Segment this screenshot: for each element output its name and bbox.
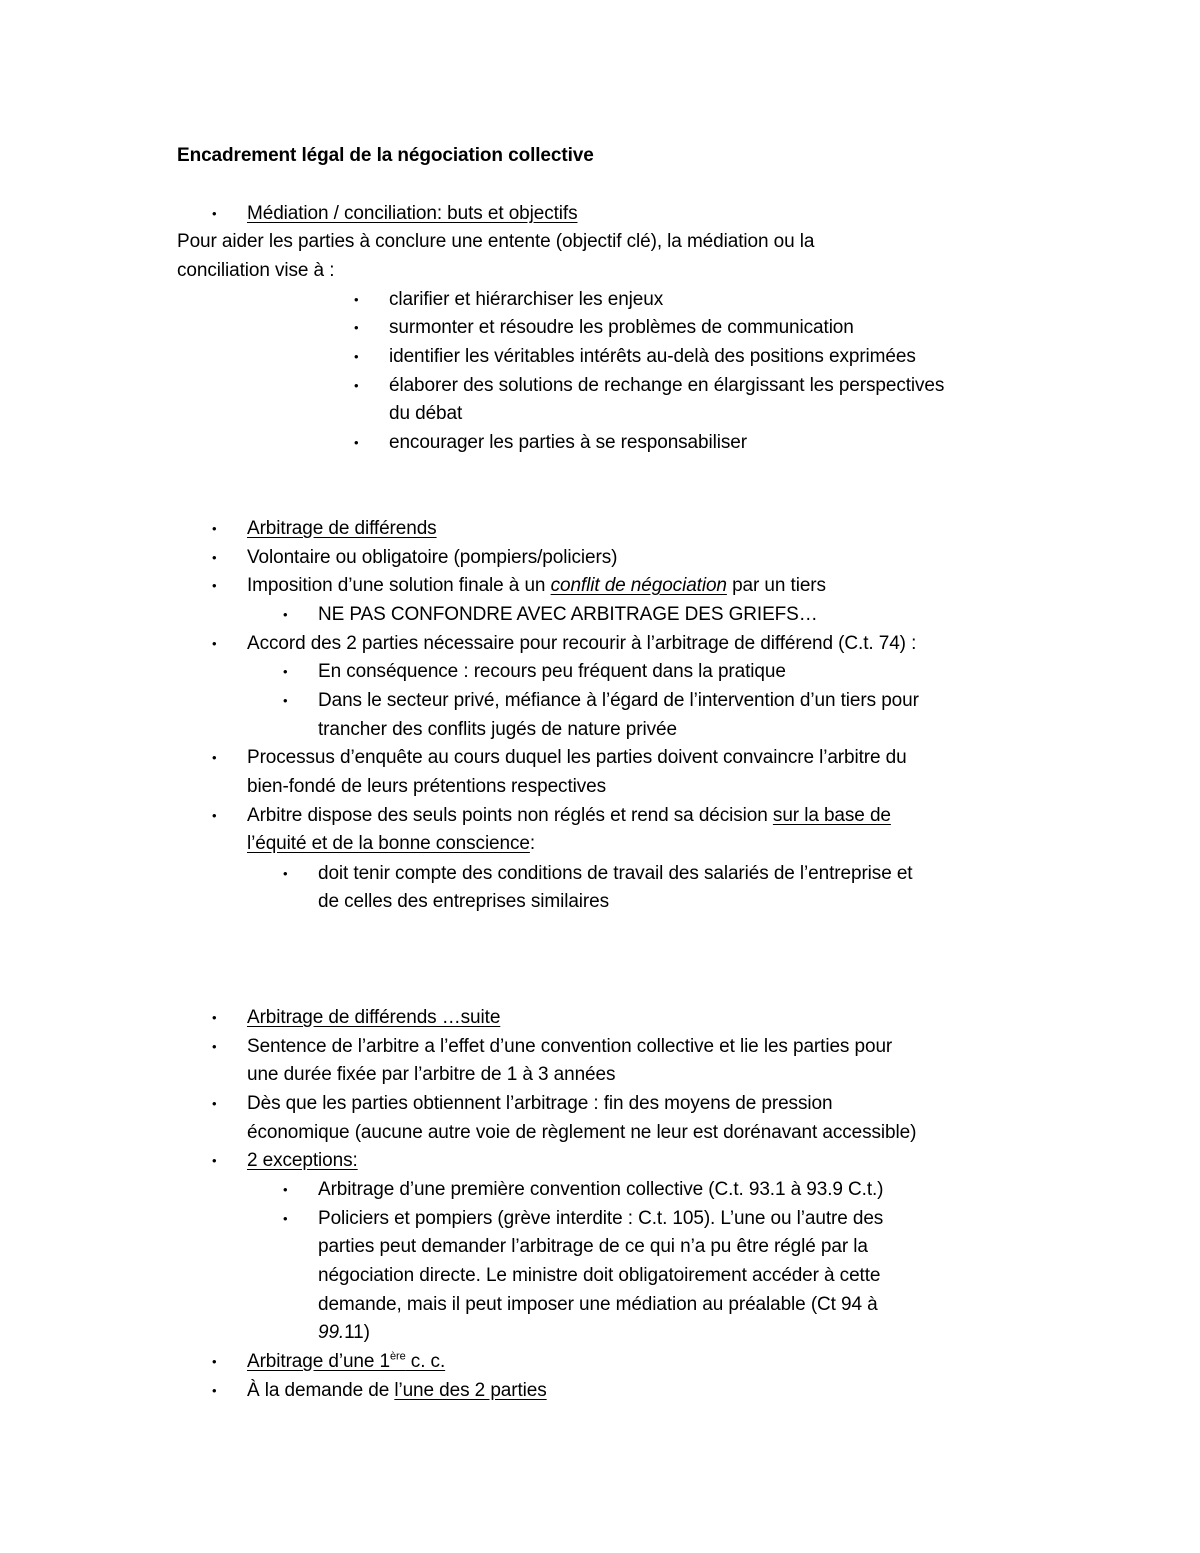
text-run: Imposition d’une solution finale à un bbox=[247, 575, 551, 596]
superscript-text: ère bbox=[390, 1350, 406, 1363]
underlined-text: l’équité et de la bonne conscience bbox=[247, 833, 530, 854]
bullet: • bbox=[212, 550, 217, 565]
list-item: NE PAS CONFONDRE AVEC ARBITRAGE DES GRIEFS… bbox=[318, 604, 818, 625]
list-item: encourager les parties à se responsabiliser bbox=[389, 432, 747, 453]
italic-text: 99. bbox=[318, 1322, 345, 1343]
bullet: • bbox=[212, 521, 217, 536]
text-run: par un tiers bbox=[726, 575, 826, 596]
bullet: • bbox=[283, 607, 288, 622]
bullet: • bbox=[283, 693, 288, 708]
list-item: Dès que les parties obtiennent l’arbitrage : fin des moyens de pression bbox=[247, 1093, 833, 1114]
bullet: • bbox=[212, 1153, 217, 1168]
bullet: • bbox=[354, 435, 359, 450]
section-heading-mediation: Médiation / conciliation: buts et objectifs bbox=[247, 203, 578, 224]
list-item-continuation: une durée fixée par l’arbitre de 1 à 3 années bbox=[247, 1064, 616, 1085]
bullet: • bbox=[212, 206, 217, 221]
section-heading-arbitrage-suite: Arbitrage de différends …suite bbox=[247, 1007, 501, 1028]
list-item: Sentence de l’arbitre a l’effet d’une convention collective et lie les parties pour bbox=[247, 1036, 893, 1057]
bullet: • bbox=[212, 578, 217, 593]
list-item-continuation: demande, mais il peut imposer une médiation au préalable (Ct 94 à bbox=[318, 1294, 878, 1315]
text-run: Arbitre dispose des seuls points non réglés et rend sa décision bbox=[247, 805, 773, 826]
list-item: Policiers et pompiers (grève interdite : C.t. 105). L’une ou l’autre des bbox=[318, 1208, 884, 1229]
list-item-continuation: bien-fondé de leurs prétentions respectives bbox=[247, 776, 607, 797]
bullet: • bbox=[283, 866, 288, 881]
list-item-continuation bbox=[247, 830, 535, 858]
bullet: • bbox=[283, 1182, 288, 1197]
section-heading-arbitrage: Arbitrage de différends bbox=[247, 518, 437, 539]
list-item: Accord des 2 parties nécessaire pour recourir à l’arbitrage de différend (C.t. 74) : bbox=[247, 633, 917, 654]
list-item: En conséquence : recours peu fréquent dans la pratique bbox=[318, 661, 786, 682]
text-run: 11) bbox=[344, 1322, 370, 1343]
emphasis-text: conflit de négociation bbox=[550, 575, 727, 596]
list-item: Processus d’enquête au cours duquel les parties doivent convaincre l’arbitre du bbox=[247, 747, 907, 768]
text-run: : bbox=[529, 833, 536, 854]
list-item bbox=[247, 1348, 445, 1376]
underlined-text: sur la base de bbox=[772, 805, 891, 826]
list-item-continuation: économique (aucune autre voie de règlement ne leur est dorénavant accessible) bbox=[247, 1122, 917, 1143]
bullet: • bbox=[212, 1039, 217, 1054]
bullet: • bbox=[283, 664, 288, 679]
bullet: • bbox=[354, 378, 359, 393]
list-item bbox=[247, 1377, 547, 1405]
list-item: Dans le secteur privé, méfiance à l’égard de l’intervention d’un tiers pour bbox=[318, 690, 919, 711]
bullet: • bbox=[212, 750, 217, 765]
list-item: identifier les véritables intérêts au-delà des positions exprimées bbox=[389, 346, 916, 367]
bullet: • bbox=[212, 636, 217, 651]
bullet: • bbox=[354, 292, 359, 307]
list-item: Volontaire ou obligatoire (pompiers/policiers) bbox=[247, 547, 618, 568]
bullet: • bbox=[212, 808, 217, 823]
list-item-continuation: du débat bbox=[389, 403, 463, 424]
list-item: élaborer des solutions de rechange en élargissant les perspectives bbox=[389, 375, 945, 396]
text-run: c. c. bbox=[405, 1351, 446, 1372]
list-item-continuation bbox=[318, 1319, 370, 1347]
list-item-continuation: de celles des entreprises similaires bbox=[318, 891, 610, 912]
list-item-continuation: négociation directe. Le ministre doit obligatoirement accéder à cette bbox=[318, 1265, 881, 1286]
list-item-continuation: parties peut demander l’arbitrage de ce qui n’a pu être réglé par la bbox=[318, 1236, 868, 1257]
paragraph-line: conciliation vise à : bbox=[177, 260, 335, 281]
bullet: • bbox=[212, 1096, 217, 1111]
paragraph-line: Pour aider les parties à conclure une entente (objectif clé), la médiation ou la bbox=[177, 231, 815, 252]
bullet: • bbox=[212, 1383, 217, 1398]
list-item: doit tenir compte des conditions de travail des salariés de l’entreprise et bbox=[318, 863, 913, 884]
list-item: Arbitrage d’une première convention collective (C.t. 93.1 à 93.9 C.t.) bbox=[318, 1179, 884, 1200]
bullet: • bbox=[283, 1211, 288, 1226]
underlined-text: l’une des 2 parties bbox=[394, 1380, 547, 1401]
list-item: clarifier et hiérarchiser les enjeux bbox=[389, 289, 664, 310]
bullet: • bbox=[354, 349, 359, 364]
text-run: Arbitrage d’une 1 bbox=[247, 1351, 391, 1372]
list-item bbox=[247, 572, 826, 600]
list-item: 2 exceptions: bbox=[247, 1150, 358, 1171]
bullet: • bbox=[212, 1010, 217, 1025]
bullet: • bbox=[212, 1354, 217, 1369]
list-item bbox=[247, 802, 891, 830]
list-item-continuation: trancher des conflits jugés de nature privée bbox=[318, 719, 677, 740]
text-run: À la demande de bbox=[247, 1380, 395, 1401]
list-item: surmonter et résoudre les problèmes de communication bbox=[389, 317, 854, 338]
bullet: • bbox=[354, 320, 359, 335]
document-title: Encadrement légal de la négociation collective bbox=[177, 145, 594, 166]
